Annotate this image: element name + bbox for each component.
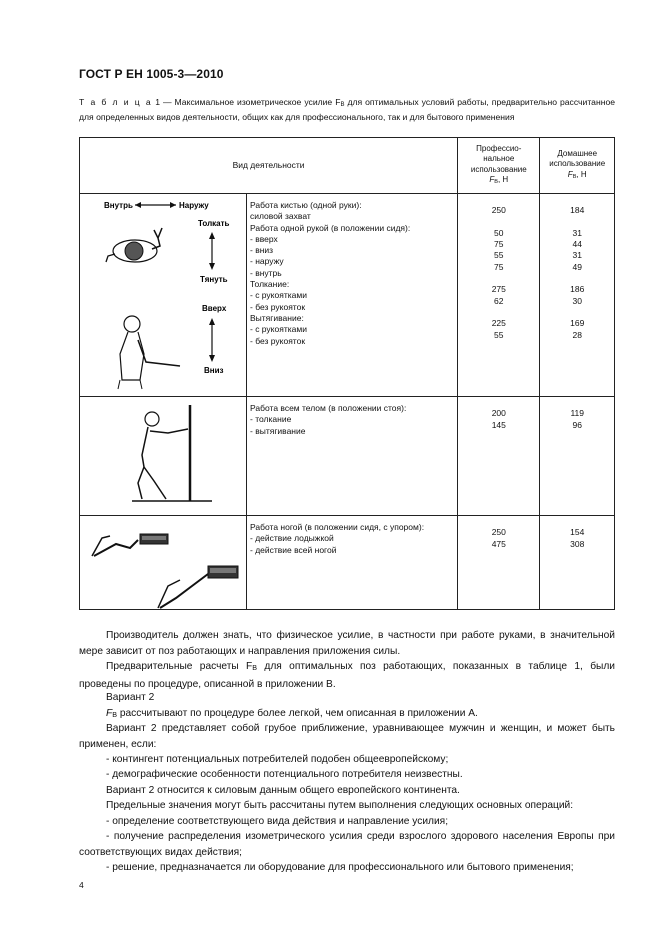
- header-pro-unit: , Н: [497, 175, 509, 184]
- row2-dom0: [540, 397, 614, 408]
- leg-illustration: [80, 516, 247, 609]
- caption-text: 1 — Максимальное изометрическое усилие F: [155, 97, 341, 107]
- row1-line2: Работа одной рукой (в положении сидя):: [250, 222, 411, 233]
- row1-line7: Толкание:: [250, 279, 290, 290]
- row1-line5: - наружу: [250, 256, 284, 267]
- pro-values-body: [458, 397, 540, 516]
- row1-pro11: 225: [491, 318, 506, 329]
- paragraph-11: - получение распределения изометрического усилия среди взрослого здорового населения Европы при соответствующих видах действия;: [79, 831, 615, 858]
- row1-dom0: [540, 194, 614, 205]
- row1-dom1: 184: [570, 205, 585, 216]
- row3-dom0: [540, 516, 614, 527]
- header-activity: Вид деятельности: [80, 138, 458, 194]
- leg-figure-icon: [80, 516, 246, 609]
- row2-pro2: 145: [491, 419, 506, 430]
- table-caption: [79, 96, 615, 123]
- table-row-leg: [80, 516, 615, 610]
- row1-pro0: [458, 194, 539, 205]
- header-dom-line3: [540, 170, 614, 183]
- row1-pro6: 75: [494, 261, 504, 272]
- arm-figure-icon: [80, 194, 246, 396]
- header-dom-sub: B: [572, 173, 577, 180]
- row1-pro7: [458, 273, 539, 284]
- paragraph-10: - определение соответствующего вида действия и направление усилия;: [106, 816, 449, 827]
- row3-pro0: [458, 516, 539, 527]
- row1-pro5: 55: [494, 250, 504, 261]
- row1-line10: Вытягивание:: [250, 312, 304, 323]
- row1-line3: - вверх: [250, 233, 278, 244]
- header-dom-f: F: [567, 169, 573, 179]
- body-activity-text: [247, 397, 406, 515]
- row1-line9: - без рукояток: [250, 301, 306, 312]
- header-dom-unit: , Н: [576, 169, 587, 179]
- row1-line4: - вниз: [250, 245, 274, 256]
- p2-sub: B: [252, 664, 258, 672]
- header-professional: [458, 138, 540, 194]
- caption-lead: Т а б л и ц а: [79, 97, 153, 107]
- paragraph-3: Вариант 2: [106, 692, 155, 703]
- table-header-row: [80, 138, 615, 194]
- row2-dom2: 96: [572, 419, 582, 430]
- row3-line0: Работа ногой (в положении сидя, с упором):: [250, 522, 425, 532]
- row1-dom2: [540, 217, 614, 228]
- pro-values-arm: [458, 194, 540, 397]
- row1-line11: - с рукоятками: [250, 324, 307, 335]
- row1-pro3: 50: [494, 227, 504, 238]
- paragraph-6: - контингент потенциальных потребителей подобен общеевропейскому;: [106, 754, 449, 765]
- label-down: Вниз: [204, 366, 224, 375]
- arm-illustration: [80, 194, 247, 396]
- row1-dom8: 186: [570, 284, 585, 295]
- row3-pro2: 475: [491, 538, 506, 549]
- row1-pro1: 250: [491, 205, 506, 216]
- paragraph-12: - решение, предназначается ли оборудование для профессионального или бытового применения;: [106, 862, 574, 873]
- row3-dom2: 308: [570, 538, 585, 549]
- arm-activity-text: [247, 194, 410, 396]
- row1-line6: - внутрь: [250, 267, 282, 278]
- row2-pro0: [458, 397, 539, 408]
- row1-dom11: 169: [570, 318, 585, 329]
- document-header: ГОСТ Р ЕН 1005-3—2010: [79, 67, 224, 81]
- row1-pro9: 62: [494, 295, 504, 306]
- header-pro-line3: использование: [470, 164, 527, 174]
- row2-line1: - толкание: [250, 414, 292, 425]
- paragraph-7: - демографические особенности потенциального потребителя неизвестны.: [106, 769, 463, 780]
- header-pro-line1: Профессио-: [476, 143, 522, 153]
- row1-pro4: 75: [494, 239, 504, 250]
- p4-end: рассчитывают по процедуре более легкой, чем описанная в приложении А.: [117, 708, 478, 719]
- p4-sub: B: [112, 711, 117, 719]
- header-pro-line4: [458, 175, 539, 188]
- row1-dom3: 31: [572, 227, 582, 238]
- p2-start: Предварительные расчеты F: [106, 661, 253, 672]
- pro-values-leg: [458, 516, 540, 610]
- label-inside: Внутрь: [104, 201, 133, 210]
- row1-dom5: 31: [572, 250, 582, 261]
- header-dom-line1: Домашнее: [557, 148, 598, 158]
- header-pro-f: F: [489, 175, 495, 184]
- label-up: Вверх: [202, 304, 227, 313]
- header-pro-line2: нальное: [483, 154, 515, 163]
- dom-values-arm: [540, 194, 615, 397]
- row2-dom1: 119: [570, 408, 584, 419]
- row1-line8: - с рукоятками: [250, 290, 307, 301]
- p2-end: для оптимальных поз работающих, показанных в таблице 1, были проведены по процедуре, описанной в приложении В.: [79, 661, 615, 690]
- row3-line1: - действие лодыжкой: [250, 533, 334, 544]
- dom-values-body: [540, 397, 615, 516]
- label-pull: Тянуть: [200, 275, 228, 284]
- header-pro-sub: B: [494, 179, 498, 185]
- row1-dom7: [540, 273, 614, 284]
- row3-pro1: 250: [491, 527, 506, 538]
- paragraph-1: Производитель должен знать, что физическое усилие, в частности при работе руками, в значительной мере зависит от поз работающих и направления приложения силы.: [79, 630, 615, 657]
- row1-dom9: 30: [572, 295, 582, 306]
- row1-pro12: 55: [494, 329, 504, 340]
- paragraph-2: [79, 659, 615, 692]
- body-illustration: [80, 397, 247, 515]
- p4-f: F: [106, 708, 113, 719]
- caption-rest: для оптимальных условий работы, предварительно рассчитанное для определенных видов деятельности, общих как для профессионального, так и для бытового применения: [79, 97, 615, 122]
- caption-sub: B: [340, 102, 345, 108]
- leg-activity-text: [247, 516, 424, 609]
- row2-line0: Работа всем телом (в положении стоя):: [250, 403, 407, 413]
- activity-cell-leg: [80, 516, 458, 610]
- label-push: Толкать: [198, 219, 230, 228]
- row3-line2: - действие всей ногой: [250, 544, 337, 555]
- row1-dom10: [540, 307, 614, 318]
- table-row-arm: [80, 194, 615, 397]
- row2-pro1: 200: [491, 408, 506, 419]
- paragraph-5: Вариант 2 представляет собой грубое приближение, уравнивающее мужчин и женщин, и может быть применен, если:: [79, 723, 615, 750]
- activity-cell-arm: [80, 194, 458, 397]
- force-table: [79, 137, 615, 610]
- row3-dom1: 154: [570, 527, 585, 538]
- row1-pro10: [458, 307, 539, 318]
- standing-figure-icon: [80, 397, 246, 515]
- row1-dom6: 49: [572, 261, 582, 272]
- row1-dom4: 44: [572, 239, 582, 250]
- row1-dom12: 28: [572, 329, 582, 340]
- row1-line12: - без рукояток: [250, 335, 306, 346]
- row1-line0: Работа кистью (одной руки):: [250, 200, 362, 210]
- row2-line2: - вытягивание: [250, 425, 306, 436]
- page-number: 4: [79, 880, 84, 890]
- table-row-body: [80, 397, 615, 516]
- activity-cell-body: [80, 397, 458, 516]
- row1-pro8: 275: [491, 284, 506, 295]
- dom-values-leg: [540, 516, 615, 610]
- paragraph-9: Предельные значения могут быть рассчитаны путем выполнения следующих основных операций:: [106, 800, 574, 811]
- label-outside: Наружу: [179, 201, 209, 210]
- row1-line1: силовой захват: [250, 211, 311, 222]
- row1-pro2: [458, 217, 539, 228]
- header-dom-line2: использование: [549, 159, 606, 169]
- header-domestic: [540, 138, 615, 194]
- paragraph-8: Вариант 2 относится к силовым данным общего европейского континента.: [106, 785, 460, 796]
